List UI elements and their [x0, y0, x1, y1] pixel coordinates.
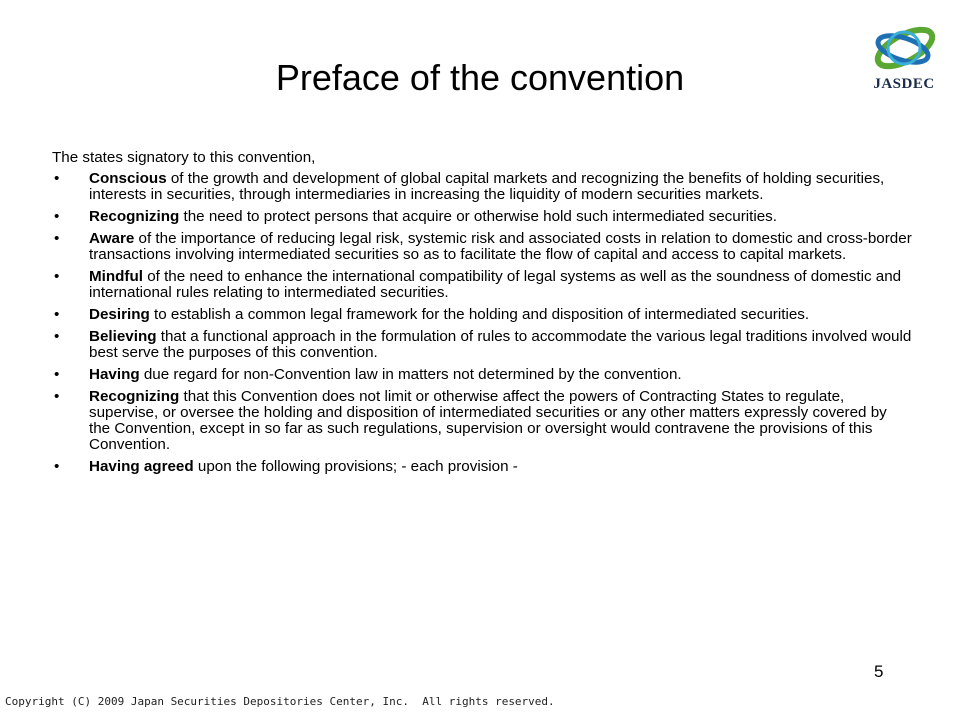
clause-item — [52, 231, 912, 263]
clause-text: due regard for non-Convention law in matters not determined by the convention. — [139, 366, 682, 383]
bullet-icon: • — [54, 208, 60, 225]
bullet-icon: • — [54, 388, 60, 405]
clause-item — [52, 269, 912, 301]
clause-item — [52, 367, 912, 383]
clause-text: to establish a common legal framework for the holding and disposition of intermediated securities. — [149, 306, 810, 323]
clause-list — [52, 171, 912, 475]
clause-item — [52, 171, 912, 203]
clause-lead: Conscious — [89, 170, 167, 187]
clause-text: of the growth and development of global capital markets and recognizing the benefits of holding securities, interests in securities, through intermediaries in increasing the liquidity of modern securities markets. — [89, 170, 885, 203]
page-number: 5 — [874, 662, 884, 681]
bullet-icon: • — [54, 230, 60, 247]
bullet-icon: • — [54, 366, 60, 383]
clause-text: the need to protect persons that acquire or otherwise hold such intermediated securities. — [179, 208, 777, 225]
bullet-icon: • — [54, 170, 60, 187]
jasdec-logo — [858, 18, 950, 96]
clause-item — [52, 329, 912, 361]
clause-lead: Having agreed — [89, 458, 194, 475]
logo-wordmark: JASDEC — [873, 76, 935, 92]
copyright-footer: Copyright (C) 2009 Japan Securities Depositories Center, Inc. All rights reserved. — [5, 695, 555, 708]
clause-lead: Having — [89, 366, 140, 383]
clause-text: upon the following provisions; - each provision - — [193, 458, 518, 475]
clause-text: of the importance of reducing legal risk, systemic risk and associated costs in relation to domestic and cross-border transactions involving intermediated securities so as to facilitate the flow of capital and access to capital markets. — [89, 230, 912, 263]
clause-lead: Aware — [89, 230, 135, 247]
clause-lead: Believing — [89, 328, 157, 345]
clause-item — [52, 389, 912, 453]
slide-title: Preface of the convention — [275, 57, 685, 98]
clause-text: that a functional approach in the formulation of rules to accommodate the various legal traditions involved would best serve the purposes of this convention. — [89, 328, 912, 361]
intro-line: The states signatory to this convention, — [52, 149, 316, 166]
globe-rings-icon — [858, 18, 950, 76]
clause-lead: Recognizing — [89, 208, 180, 225]
clause-text: of the need to enhance the international compatibility of legal systems as well as the soundness of domestic and international rules relating to intermediated securities. — [89, 268, 902, 301]
clause-item — [52, 307, 912, 323]
bullet-icon: • — [54, 306, 60, 323]
bullet-icon: • — [54, 328, 60, 345]
preface-body — [52, 150, 912, 481]
clause-item — [52, 459, 912, 475]
clause-lead: Recognizing — [89, 388, 180, 405]
clause-lead: Mindful — [89, 268, 143, 285]
bullet-icon: • — [54, 268, 60, 285]
clause-text: that this Convention does not limit or otherwise affect the powers of Contracting States to regulate, supervise, or oversee the holding and disposition of intermediated securities or any other matters expressly covered by the Convention, except in so far as such regulations, supervision or oversight would contravene the provisions of this Convention. — [89, 388, 887, 453]
clause-lead: Desiring — [89, 306, 150, 323]
bullet-icon: • — [54, 458, 60, 475]
clause-item — [52, 209, 912, 225]
